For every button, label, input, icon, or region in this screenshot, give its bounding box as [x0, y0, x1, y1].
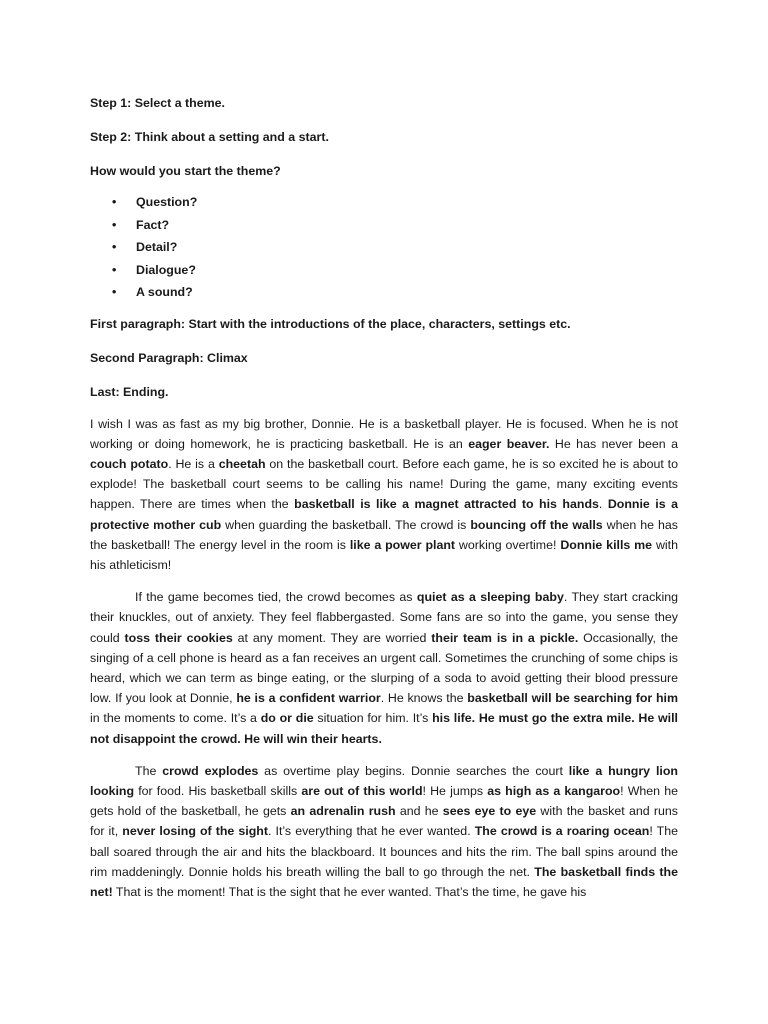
text-run: at any moment. They are worried: [232, 630, 432, 645]
story-paragraph-2: [90, 587, 678, 749]
text-run: ! The ball soared through the air and hits the blackboard. It bounces and hits the rim. The ball spins around the rim maddeningly. Donnie holds his breath willing the ball to go through the net.: [90, 824, 678, 879]
text-run: as overtime play begins. Donnie searches the court: [258, 763, 569, 778]
text-run: in the moments to come. It’s a: [90, 711, 261, 726]
emphasis-phrase: cheetah: [218, 456, 266, 471]
second-paragraph-heading: Second Paragraph: Climax: [90, 350, 248, 365]
emphasis-phrase: toss their cookies: [124, 630, 233, 645]
text-run: for food. His basketball skills: [134, 783, 302, 798]
text-run: Occasionally, the singing of a cell phone is heard as a fan receives an urgent call. Sometimes the crunching of some chips is heard, which we can term as binge eating, or the slurping of a soda to avoid getting their blood pressure low. If you look at Donnie,: [90, 630, 679, 706]
text-run: I wish I was as fast as my big brother, Donnie. He is a basketball player. He is focused. When he is not working or doing homework, he is practicing basketball. He is an: [90, 416, 678, 451]
emphasis-phrase: his life. He must go the extra mile. He will not disappoint the crowd. He will win their hearts.: [90, 711, 678, 746]
text-run: situation for him. It’s: [313, 711, 433, 726]
document-page: [90, 93, 678, 914]
text-run: He has never been a: [549, 436, 678, 451]
emphasis-phrase: do or die: [260, 711, 314, 726]
text-run: The: [135, 763, 163, 778]
list-item: • A sound?: [90, 281, 678, 304]
emphasis-phrase: an adrenalin rush: [290, 804, 396, 819]
emphasis-phrase: like a power plant: [349, 537, 456, 552]
emphasis-phrase: eager beaver.: [468, 436, 550, 451]
start-question-heading: How would you start the theme?: [90, 164, 281, 178]
last-heading: Last: Ending.: [90, 384, 169, 399]
text-run: when he has the basketball! The energy level in the room is: [90, 517, 678, 552]
text-run: working overtime!: [455, 537, 561, 552]
emphasis-phrase: are out of this world: [301, 783, 423, 798]
story-paragraph-1: [90, 414, 678, 576]
emphasis-phrase: Donnie kills me: [560, 537, 653, 552]
text-run: ! He jumps: [422, 783, 488, 798]
emphasis-phrase: crowd explodes: [162, 763, 259, 778]
text-run: and he: [395, 804, 443, 819]
text-run: If the game becomes tied, the crowd becomes as: [135, 590, 417, 605]
emphasis-phrase: couch potato: [90, 456, 169, 471]
text-run: ! When he gets hold of the basketball, he gets: [90, 783, 678, 819]
list-item: • Fact?: [90, 214, 678, 237]
text-run: . It’s everything that he ever wanted.: [268, 824, 475, 839]
text-run: on the basketball court. Before each game, he is so excited he is about to explode! The basketball court seems to be calling his name! During the game, many exciting events happen. There are times when the: [90, 456, 678, 512]
text-run: . They start cracking their knuckles, out of anxiety. They feel flabbergasted. Some fans are so into the game, you sense they could: [90, 590, 678, 645]
text-run: with his athleticism!: [90, 537, 678, 572]
emphasis-phrase: quiet as a sleeping baby: [416, 590, 564, 605]
text-run: . He is a: [168, 456, 219, 471]
emphasis-phrase: he is a confident warrior: [236, 691, 381, 706]
step-1-heading: Step 1: Select a theme.: [90, 96, 225, 110]
list-item: • Dialogue?: [90, 259, 678, 282]
emphasis-phrase: Donnie is a protective mother cub: [90, 497, 678, 532]
first-paragraph-heading: First paragraph: Start with the introductions of the place, characters, settings etc.: [90, 316, 571, 331]
text-run: with the basket and runs for it,: [90, 804, 678, 839]
emphasis-phrase: like a hungry lion looking: [90, 763, 678, 798]
story-paragraph-3: [90, 761, 678, 902]
list-item: • Question?: [90, 191, 678, 214]
emphasis-phrase: The crowd is a roaring ocean: [474, 824, 650, 839]
emphasis-phrase: basketball will be searching for him: [467, 691, 679, 706]
text-run: That is the moment! That is the sight that he ever wanted. That’s the time, he gave his: [112, 884, 587, 899]
emphasis-phrase: their team is in a pickle.: [431, 630, 579, 645]
text-run: when guarding the basketball. The crowd is: [221, 517, 471, 532]
text-run: . He knows the: [380, 691, 468, 706]
start-options-list: [90, 191, 678, 304]
list-item: • Detail?: [90, 236, 678, 259]
emphasis-phrase: never losing of the sight: [122, 824, 268, 839]
step-2-heading: Step 2: Think about a setting and a start.: [90, 130, 329, 144]
emphasis-phrase: The basketball finds the net!: [90, 864, 678, 899]
emphasis-phrase: basketball is like a magnet attracted to his hands: [294, 497, 599, 512]
text-run: .: [598, 497, 608, 512]
emphasis-phrase: bouncing off the walls: [470, 517, 603, 532]
emphasis-phrase: as high as a kangaroo: [487, 783, 621, 798]
emphasis-phrase: sees eye to eye: [442, 804, 537, 819]
